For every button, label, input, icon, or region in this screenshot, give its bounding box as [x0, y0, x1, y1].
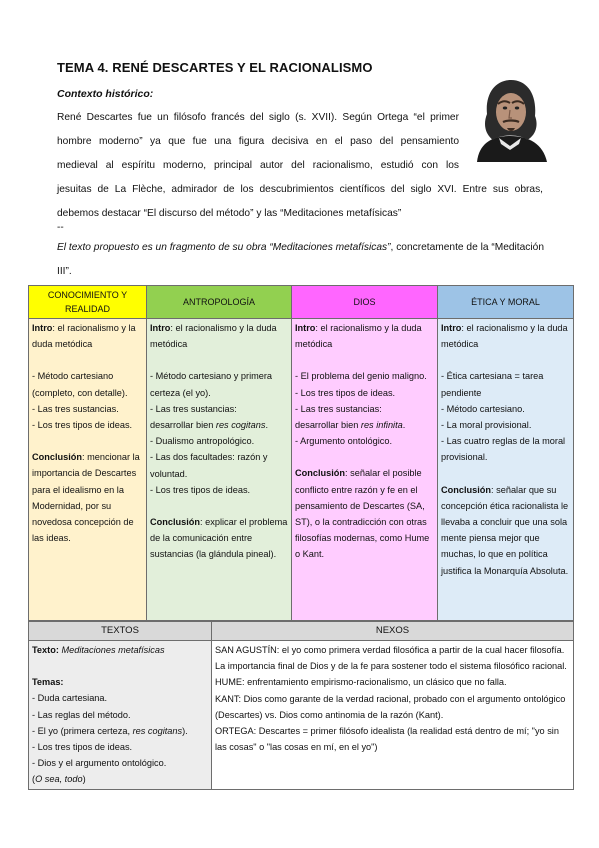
temas-label: Temas:: [32, 677, 64, 688]
list-item: - Las dos facultades: razón y voluntad.: [150, 452, 268, 479]
list-item: - Método cartesiano (completo, con detalle).: [32, 371, 128, 398]
list-item: - Duda cartesiana.: [32, 693, 108, 704]
list-item: - El yo (primera certeza, res cogitans).: [32, 725, 188, 736]
list-item: - Los tres tipos de ideas.: [32, 742, 133, 753]
cell-antropologia: Intro: el racionalismo y la duda metódica - Método cartesiano y primera certeza (el yo). - Las tres sustancias: desarrollar bien res cogitans. - Dualismo antropológico. - Las dos facultades: razón y voluntad. - Los tres tipos de ideas. Conclusión: explicar el problema de la comunicación entre sustancias (la glándula pineal).: [147, 319, 292, 621]
nexo-line: ORTEGA: Descartes = primer filósofo idealista (la realidad está dentro de mí; "yo sin las cosas" o "las cosas en mí, en el yo"): [215, 726, 559, 753]
list-item: - Las reglas del método.: [32, 709, 131, 720]
list-item: - El problema del genio maligno.: [295, 371, 427, 382]
list-item: - Los tres tipos de ideas.: [32, 420, 133, 431]
text-intro: [57, 236, 547, 284]
list-item: - La moral provisional.: [441, 420, 532, 431]
list-item: - Las tres sustancias:: [150, 403, 237, 414]
cell-etica: Intro: el racionalismo y la duda metódica - Ética cartesiana = tarea pendiente - Método cartesiano. - La moral provisional. - Las cuatro reglas de la moral provisional. Conclusión: señalar que su concepción ética racionalista le llevaba a concluir que una sola mente piensa mejor que muchas, lo que en política justifica la Monarquía Absoluta.: [438, 319, 574, 621]
list-item: - Método cartesiano.: [441, 403, 525, 414]
list-item: - Dios y el argumento ontológico.: [32, 758, 167, 769]
list-item: - Dualismo antropológico.: [150, 436, 255, 447]
context-line: hombre moderno” ya que fue una figura decisiva en el paso del pensamiento: [57, 136, 459, 147]
nexo-line: SAN AGUSTÍN: el yo como primera verdad filosófica a partir de la cual hacer filosofía. La importancia final de Dios y de la fe para sostener todo el sistema filosófico racional.: [215, 645, 567, 672]
header-antropologia: ANTROPOLOGÍA: [147, 286, 292, 319]
header-nexos: NEXOS: [212, 622, 574, 641]
header-conocimiento: CONOCIMIENTO Y REALIDAD: [29, 286, 147, 319]
header-etica: ÉTICA Y MORAL: [438, 286, 574, 319]
list-item: - Las cuatro reglas de la moral provisional.: [441, 436, 566, 463]
nexo-line: HUME: enfrentamiento empirismo-racionalismo, un clásico que no falla.: [215, 677, 507, 688]
cell-dios: Intro: el racionalismo y la duda metódica - El problema del genio maligno. - Los tres tipos de ideas. - Las tres sustancias: desarrollar bien res infinita. - Argumento ontológico. Conclusión: señalar el posible conflicto entre razón y fe en el pensamiento de Descartes (SA, ST), o la contradicción con otras filosofías modernas, como Hume o Kant.: [292, 319, 438, 621]
list-item: - Método cartesiano y primera certeza (el yo).: [150, 371, 273, 398]
context-paragraph: [57, 106, 543, 226]
list-item: - Ética cartesiana = tarea pendiente: [441, 371, 544, 398]
list-item: - Los tres tipos de ideas.: [295, 387, 396, 398]
list-item: - Argumento ontológico.: [295, 436, 393, 447]
page-title: TEMA 4. RENÉ DESCARTES Y EL RACIONALISMO: [57, 60, 373, 75]
context-line: debemos destacar “El discurso del método” y las “Meditaciones metafísicas”: [57, 208, 402, 219]
nexos-table: [28, 621, 574, 790]
list-item: - Las tres sustancias.: [32, 403, 119, 414]
list-item: - Los tres tipos de ideas.: [150, 484, 251, 495]
list-item: desarrollar bien res infinita.: [295, 420, 406, 431]
nexo-line: KANT: Dios como garante de la verdad racional, probado con el argumento ontológico (Descartes) vs. Dios como antinomia de la razón (Kant).: [215, 693, 566, 720]
context-line: René Descartes fue un filósofo francés del siglo (s. XVII). Según Ortega “el primer: [57, 112, 459, 123]
cell-nexos: [212, 641, 574, 790]
cell-conocimiento: Intro: el racionalismo y la duda metódica - Método cartesiano (completo, con detalle). - Las tres sustancias. - Los tres tipos de ideas. Conclusión: mencionar la importancia de Descartes para el idealismo en la Modernidad, por su novedosa concepción de las ideas.: [29, 319, 147, 621]
list-item: desarrollar bien res cogitans.: [150, 420, 268, 431]
list-item: (O sea, todo): [32, 774, 86, 785]
list-item: - Las tres sustancias:: [295, 403, 382, 414]
context-line: jesuitas de La Flèche, admirador de los descubrimientos científicos del siglo XVI. Entre sus obras,: [57, 184, 543, 195]
intro-rest: , concretamente de la “Meditación III”.: [57, 242, 544, 277]
intro-italic: El texto propuesto es un fragmento de su obra “Meditaciones metafísicas”: [57, 242, 391, 253]
separator: --: [57, 222, 64, 233]
header-dios: DIOS: [292, 286, 438, 319]
topics-table: [28, 285, 574, 621]
header-textos: TEXTOS: [29, 622, 212, 641]
cell-textos: Texto: Meditaciones metafísicas Temas: - Duda cartesiana. - Las reglas del método. - El yo (primera certeza, res cogitans). - Los tres tipos de ideas. - Dios y el argumento ontológico. (O sea, todo): [29, 641, 212, 790]
context-line: medieval al espíritu moderno, principal autor del racionalismo, estudió con los: [57, 160, 459, 171]
context-heading: Contexto histórico:: [57, 88, 154, 100]
